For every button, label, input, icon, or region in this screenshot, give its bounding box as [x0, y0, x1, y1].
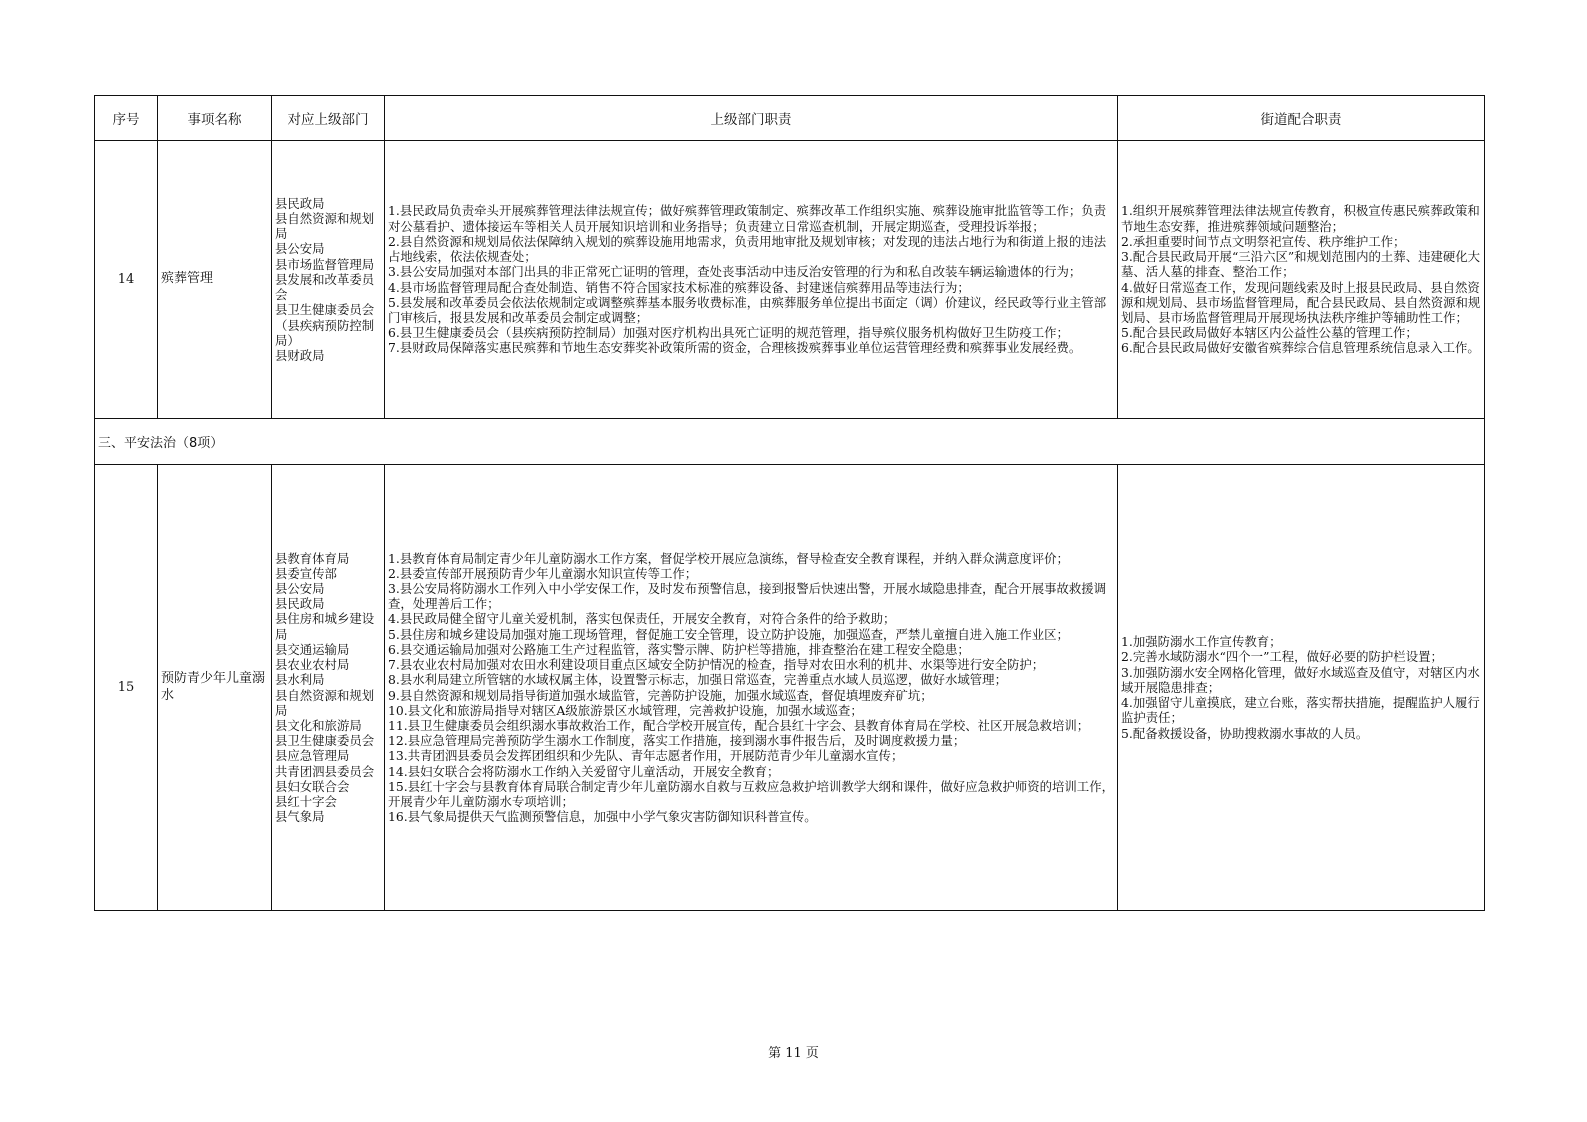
page-number: 第 11 页 — [768, 1046, 819, 1061]
coop-item: 1.加强防溺水工作宣传教育； — [1121, 634, 1282, 650]
coop-list — [1118, 465, 1485, 911]
coop-list — [1118, 141, 1485, 419]
duty-item: 9.县自然资源和规划局指导街道加强水域监管，完善防护设施，加强水域巡查，督促填埋废弃矿坑； — [388, 687, 933, 703]
item-name: 殡葬管理 — [158, 141, 272, 419]
duty-item: 8.县水利局建立所管辖的水域权属主体，设置警示标志，加强日常巡查，完善重点水域人员巡逻，做好水域管理； — [388, 672, 1007, 688]
duty-item: 11.县卫生健康委员会组织溺水事故救治工作，配合学校开展宣传，配合县红十字会、县教育体育局在学校、社区开展急救培训； — [388, 717, 1090, 733]
duty-item: 1.县教育体育局制定青少年儿童防溺水工作方案，督促学校开展应急演练，督导检查安全教育课程，并纳入群众满意度评价； — [388, 550, 1069, 566]
dept-item: 县民政局 — [275, 596, 325, 612]
dept-item: 县妇女联合会 — [275, 778, 350, 794]
coop-item: 4.做好日常巡查工作，发现问题线索及时上报县民政局、县自然资源和规划局、县市场监督管理局，配合县民政局、县自然资源和规划局、县市场监督管理局开展现场执法秩序维护等辅助性工作； — [1121, 279, 1481, 325]
duty-item: 3.县公安局加强对本部门出具的非正常死亡证明的管理，查处丧事活动中违反治安管理的行为和私自改装车辆运输遗体的行为； — [388, 264, 1082, 280]
duty-item: 2.县自然资源和规划局依法保障纳入规划的殡葬设施用地需求，负责用地审批及规划审核；对发现的违法占地行为和街道上报的违法占地线索，依法依规查处； — [388, 233, 1107, 265]
header-no: 序号 — [95, 96, 158, 141]
coop-item: 5.配备救援设备，协助搜救溺水事故的人员。 — [1121, 725, 1369, 741]
dept-list — [272, 465, 385, 911]
duty-item: 2.县委宣传部开展预防青少年儿童溺水知识宣传等工作； — [388, 565, 698, 581]
dept-item: 县农业农村局 — [275, 657, 350, 673]
dept-item: 县公安局 — [275, 241, 325, 257]
duty-item: 6.县卫生健康委员会（县疾病预防控制局）加强对医疗机构出具死亡证明的规范管理，指导殡仪服务机构做好卫生防疫工作； — [388, 325, 1069, 341]
dept-item: 县自然资源和规划局 — [275, 687, 375, 718]
coop-item: 3.配合县民政局开展“三沿六区”和规划范围内的土葬、违建硬化大墓、活人墓的排查、整治工作； — [1121, 249, 1481, 280]
section-row — [95, 419, 1485, 465]
duty-item: 10.县文化和旅游局指导对辖区A级旅游景区水域管理，完善救护设施，加强水域巡查； — [388, 702, 863, 718]
duty-table — [94, 95, 1485, 911]
header-coop: 街道配合职责 — [1118, 96, 1485, 141]
coop-item: 3.加强防溺水安全网格化管理，做好水域巡查及值守，对辖区内水域开展隐患排查； — [1121, 664, 1480, 695]
dept-item: 县委宣传部 — [275, 565, 337, 581]
coop-item: 2.完善水域防溺水“四个一”工程，做好必要的防护栏设置； — [1121, 649, 1443, 665]
dept-item: 县红十字会 — [275, 793, 337, 809]
duty-item: 1.县民政局负责牵头开展殡葬管理法律法规宣传；做好殡葬管理政策制定、殡葬改革工作组织实施、殡葬设施审批监管等工作；负责对公墓看护、遗体接运车等相关人员开展知识培训和业务指导；负责建立日常巡查机制，开展定期巡查，受理投诉举报； — [388, 203, 1107, 234]
dept-item: 县卫生健康委员会 — [275, 733, 375, 749]
dept-item: 县住房和城乡建设局 — [275, 611, 375, 642]
dept-list — [272, 141, 385, 419]
table-row — [95, 141, 1485, 419]
duty-item: 4.县市场监督管理局配合查处制造、销售不符合国家技术标准的殡葬设备、封建迷信殡葬用品等违法行为； — [388, 279, 970, 295]
duty-list — [385, 141, 1118, 419]
item-name: 预防青少年儿童溺水 — [158, 465, 272, 911]
header-dept: 对应上级部门 — [272, 96, 385, 141]
coop-item: 2.承担重要时间节点文明祭祀宣传、秩序维护工作； — [1121, 233, 1406, 249]
duty-item: 6.县交通运输局加强对公路施工生产过程监管，落实警示牌、防护栏等措施，排查整治在建工程安全隐患； — [388, 641, 970, 657]
table-row — [95, 465, 1485, 911]
coop-item: 6.配合县民政局做好安徽省殡葬综合信息管理系统信息录入工作。 — [1121, 340, 1480, 356]
dept-item: 县发展和改革委员会 — [275, 271, 375, 303]
duty-item: 3.县公安局将防溺水工作列入中小学安保工作，及时发布预警信息，接到报警后快速出警，开展水域隐患排查，配合开展事故救援调查，处理善后工作； — [388, 581, 1107, 612]
dept-item: 县自然资源和规划局 — [275, 211, 375, 242]
dept-item: 县卫生健康委员会（县疾病预防控制局） — [275, 302, 375, 348]
dept-item: 县财政局 — [275, 347, 325, 363]
section-title: 三、平安法治（8项） — [95, 419, 1485, 465]
duty-item: 15.县红十字会与县教育体育局联合制定青少年儿童防溺水自救与互救应急救护培训教学大纲和课件，做好应急救护师资的培训工作，开展青少年儿童防溺水专项培训； — [388, 778, 1114, 809]
dept-item: 县气象局 — [275, 809, 325, 825]
dept-item: 县公安局 — [275, 581, 325, 597]
header-name: 事项名称 — [158, 96, 272, 141]
row-number: 15 — [95, 465, 158, 911]
coop-item: 4.加强留守儿童摸底，建立台账，落实帮扶措施，提醒监护人履行监护责任； — [1121, 695, 1480, 726]
dept-item: 县交通运输局 — [275, 641, 350, 657]
dept-item: 县水利局 — [275, 672, 325, 688]
dept-item: 县教育体育局 — [275, 550, 350, 566]
dept-item: 县文化和旅游局 — [275, 717, 362, 733]
duty-item: 13.共青团泗县委员会发挥团组织和少先队、青年志愿者作用，开展防范青少年儿童溺水宣传； — [388, 748, 904, 764]
duty-item: 16.县气象局提供天气监测预警信息，加强中小学气象灾害防御知识科普宣传。 — [388, 809, 817, 825]
duty-item: 12.县应急管理局完善预防学生溺水工作制度，落实工作措施，接到溺水事件报告后，及时调度救援力量； — [388, 733, 966, 749]
row-number: 14 — [95, 141, 158, 419]
duty-item: 7.县农业农村局加强对农田水利建设项目重点区域安全防护情况的检查，指导对农田水利的机井、水渠等进行安全防护； — [388, 657, 1045, 673]
duty-list — [385, 465, 1118, 911]
duty-item: 7.县财政局保障落实惠民殡葬和节地生态安葬奖补政策所需的资金，合理核拨殡葬事业单位运营管理经费和殡葬事业发展经费。 — [388, 340, 1082, 356]
dept-item: 县市场监督管理局 — [275, 256, 375, 272]
coop-item: 5.配合县民政局做好本辖区内公益性公墓的管理工作； — [1121, 325, 1418, 341]
duty-item: 4.县民政局健全留守儿童关爱机制，落实包保责任，开展安全教育，对符合条件的给予救助； — [388, 611, 896, 627]
coop-item: 1.组织开展殡葬管理法律法规宣传教育，积极宣传惠民殡葬政策和节地生态安葬，推进殡葬领域问题整治； — [1121, 203, 1480, 234]
dept-item: 县民政局 — [275, 195, 325, 211]
dept-item: 县应急管理局 — [275, 748, 350, 764]
dept-item: 共青团泗县委员会 — [275, 763, 375, 779]
header-duty: 上级部门职责 — [385, 96, 1118, 141]
duty-item: 5.县发展和改革委员会依法依规制定或调整殡葬基本服务收费标准，由殡葬服务单位提出书面定（调）价建议，经民政等行业主管部门审核后，报县发展和改革委员会制定或调整； — [388, 294, 1107, 325]
duty-item: 5.县住房和城乡建设局加强对施工现场管理，督促施工安全管理，设立防护设施，加强巡查，严禁儿童擅自进入施工作业区； — [388, 626, 1069, 642]
duty-item: 14.县妇女联合会将防溺水工作纳入关爱留守儿童活动，开展安全教育； — [388, 763, 780, 779]
table-header-row — [95, 96, 1485, 141]
